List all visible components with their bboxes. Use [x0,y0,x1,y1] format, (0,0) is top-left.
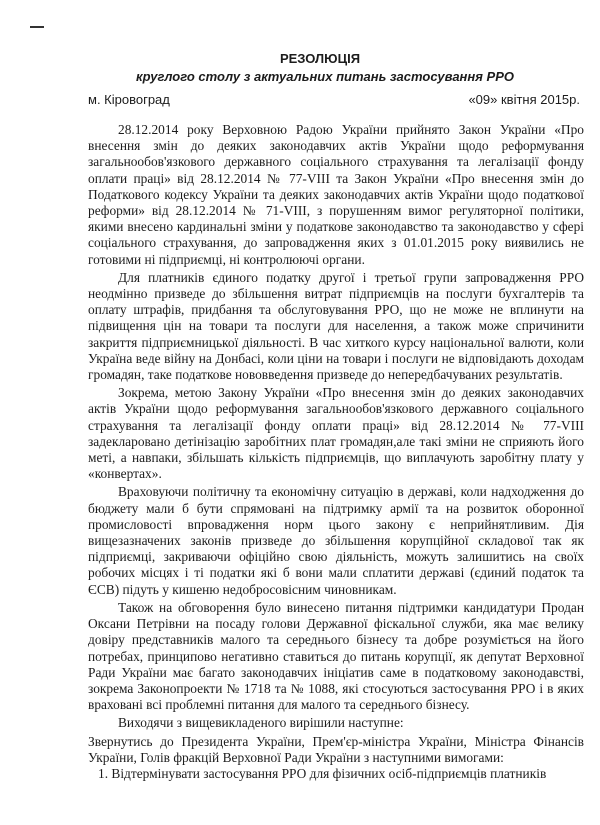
paragraph-5: Також на обговорення було винесено питання підтримки кандидатури Продан Оксани Петрівни на посаду голови Державної фіскальної служби, яка має велику довіру представників малого та середнього бізнесу та добре розуміється на його потребах, принципово негативно ставиться до питань корупції, як депутат Верховної Ради України має багато законодавчих ініціатив саме в податковому законодавстві, зокрема Законопроекти № 1718 та № 1088, які стосуються застосування РРО і в яких враховані всі проблемні питання для малого та середнього бізнесу. [88,599,584,713]
corner-mark [30,26,44,28]
document-subtitle: круглого столу з актуальних питань застосування РРО [136,69,514,84]
requirement-item-1: 1. Відтермінувати застосування РРО для фізичних осіб-підприємців платників [98,765,547,781]
appeal-paragraph: Звернутись до Президента України, Прем'єр-міністра України, Міністра Фінансів України, Голів фракцій Верховної Ради України з наступними вимогами: [88,733,584,765]
place: м. Кіровоград [88,92,170,107]
document-header [0,50,600,86]
place-date-line [88,92,580,108]
requirements-list [88,766,584,782]
paragraph-6: Виходячи з вищевикладеного вирішили наступне: [118,715,404,731]
document-title: РЕЗОЛЮЦІЯ [279,51,361,66]
paragraph-4: Враховуючи політичну та економічну ситуацію в державі, коли надходження до бюджету мали б бути спрямовані на підтримку армії та на розвиток оборонної промисловості впровадження норм цього закону є неприйнятливим. Дія вищезазначених законів призведе до збільшення корупційної складової так як підприємці, закриваючи офіційно свою діяльність, можуть залишитись на своїх робочих місцях і ті податки які б вони мали сплатити державі (єдиний податок та ЄСВ) підуть у кишеню недоброcовісним чиновникам. [88,484,584,597]
paragraph-2: Для платників єдиного податку другої і третьої групи запровадження РРО неодмінно призведе до збільшення витрат підприємців на послуги бухгалтерів та оплату штрафів, придбання та обслуговування РРО, що не може не вплинути на підвищення цін на товари та послуги для населення, а також може спричинити закриття підприємницької діяльності. В час хиткого курсу національної валюти, коли Україна веде війну на Донбасі, коли ціни на товари і послуги не відповідають доходам громадян, таке податкове нововведення призведе до непередбачуваних результатів. [88,269,584,383]
paragraph-3: Зокрема, метою Закону України «Про внесення змін до деяких законодавчих актів України щодо реформування загальнообов'язкового державного соціального страхування та легалізації фонду оплати праці» від 28.12.2014 № 77-VIII задекларовано детінізацію заробітних плат громадян,але такі зміни не сприяють його меті, а навпаки, збільшать кількість підприємців, що виплачують заробітну плату у «конвертах». [88,385,584,482]
date: «09» квітня 2015р. [468,92,580,107]
document-body [88,122,584,782]
paragraph-1: 28.12.2014 року Верховною Радою України прийнято Закон України «Про внесення змін до деяких законодавчих актів України щодо реформування загальнообов'язкового державного соціального страхування та легалізації фонду оплати праці» від 28.12.2014 № 77-VIII та Закон України «Про внесення змін до Податкового кодексу України та деяких законодавчих актів України щодо податкової реформи» від 28.12.2014 № 71-VIII, з порушенням вимог регуляторної політики, якими внесено кардинальні зміни у податкове законодавство та законодавство у сфері соціального страхування, до запровадження яких з 01.01.2015 року виявились не готовими ні підприємці, ні контролюючі органи. [88,122,584,267]
